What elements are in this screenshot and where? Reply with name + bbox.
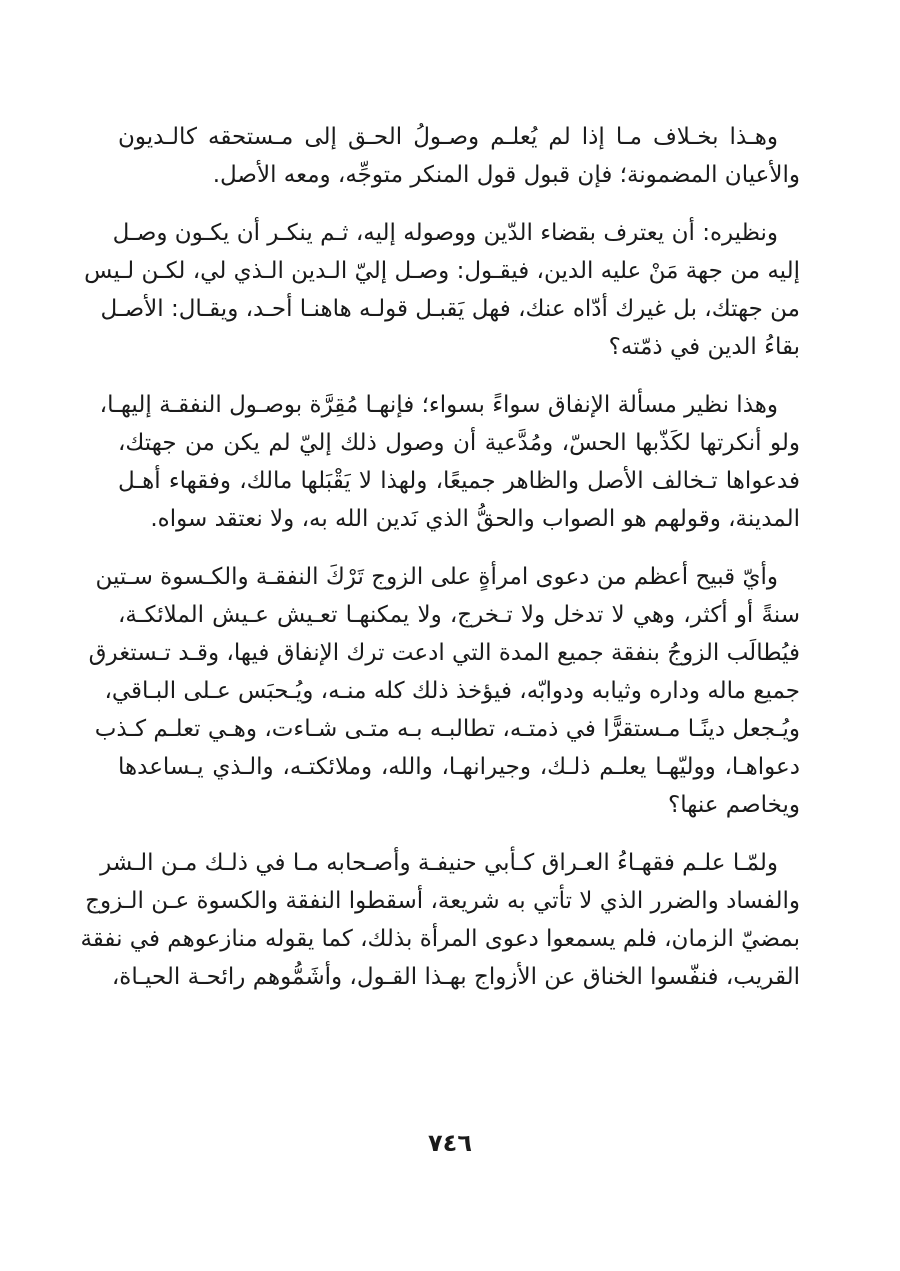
- text-line: فيُطالَب الزوجُ بنفقة جميع المدة التي ادعت ترك الإنفاق فيها، وقـد تـستغرق: [88, 640, 800, 666]
- text-line: وهـذا بخـلاف مـا إذا لم يُعلـم وصـولُ الحـق إلى مـستحقه كالـديون: [118, 124, 778, 150]
- text-line: دعواهـا، ووليّهـا يعلـم ذلـك، وجيرانهـا، والله، وملائكتـه، والـذي يـساعدها: [118, 754, 800, 780]
- text-line: وأيّ قبيح أعظم من دعوى امرأةٍ على الزوج تَرْكَ النفقـة والكـسوة سـتين: [95, 564, 778, 590]
- text-line: من جهتك، بل غيرك أدّاه عنك، فهل يَقبـل قولـه هاهنـا أحـد، ويقـال: الأصـل: [100, 296, 800, 322]
- text-line: بقاءُ الدين في ذمّته؟: [608, 334, 800, 360]
- paragraph-1: [118, 118, 800, 194]
- text-line: وهذا نظير مسألة الإنفاق سواءً بسواء؛ فإنهـا مُقِرَّة بوصـول النفقـة إليهـا،: [99, 392, 778, 418]
- text-line: ويُـجعل دينًـا مـستقرًّا في ذمتـه، تطالبـه بـه متـى شـاءت، وهـي تعلـم كـذب: [94, 716, 800, 742]
- text-line: فدعواها تـخالف الأصل والظاهر جميعًا، ولهذا لا يَقْبَلها مالك، وفقهاء أهـل: [118, 468, 800, 494]
- paragraph-5: [80, 844, 800, 996]
- text-line: القريب، فنفّسوا الخناق عن الأزواج بهـذا القـول، وأشَمُّوهم رائحـة الحيـاة،: [111, 964, 800, 990]
- text-line: والأعيان المضمونة؛ فإن قبول قول المنكر متوجِّه، ومعه الأصل.: [212, 162, 800, 188]
- text-line: ولمّـا علـم فقهـاءُ العـراق كـأبي حنيفـة وأصـحابه مـا في ذلـك مـن الـشر: [100, 850, 778, 876]
- text-line: ويخاصم عنها؟: [668, 792, 800, 818]
- text-line: بمضيّ الزمان، فلم يسمعوا دعوى المرأة بذلك، كما يقوله منازعوهم في نفقة: [80, 926, 800, 952]
- paragraph-3: [99, 386, 800, 538]
- text-line: ولو أنكرتها لكَذّبها الحسّ، ومُدَّعية أن وصول ذلك إليّ لم يكن من جهتك،: [118, 430, 800, 456]
- text-line: ونظيره: أن يعترف بقضاء الدّين ووصوله إليه، ثـم ينكـر أن يكـون وصـل: [112, 220, 778, 246]
- text-line: سنةً أو أكثر، وهي لا تدخل ولا تـخرج، ولا يمكنهـا تعـيش عـيش الملائكـة،: [118, 602, 800, 628]
- paragraph-2: [84, 214, 800, 366]
- text-line: جميع ماله وداره وثيابه ودوابّه، فيؤخذ ذلك كله منـه، ويُـحبَس عـلى البـاقي،: [104, 678, 800, 704]
- page-number: ٧٤٦: [428, 1129, 472, 1157]
- text-line: إليه من جهة مَنْ عليه الدين، فيقـول: وصـل إليّ الـدين الـذي لي، لكـن لـيس: [84, 258, 800, 284]
- page-body: [80, 118, 800, 1016]
- paragraph-4: [88, 558, 800, 824]
- text-line: والفساد والضرر الذي لا تأتي به شريعة، أسقطوا النفقة والكسوة عـن الـزوج: [85, 888, 800, 914]
- text-line: المدينة، وقولهم هو الصواب والحقُّ الذي نَدين الله به، ولا نعتقد سواه.: [150, 506, 800, 532]
